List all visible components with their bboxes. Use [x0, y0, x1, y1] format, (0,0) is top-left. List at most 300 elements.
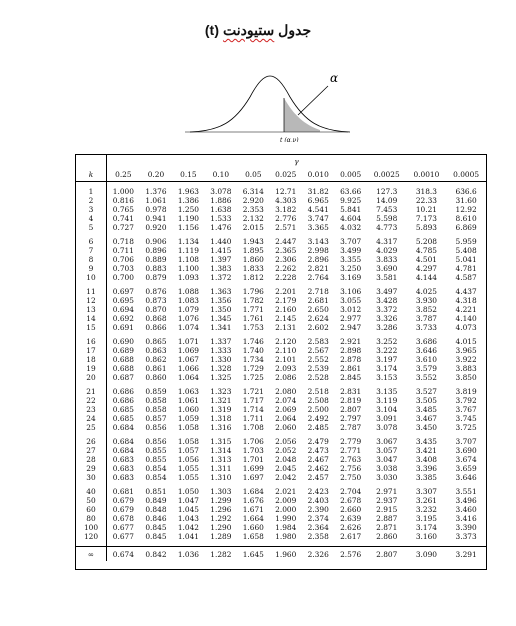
- table-cell: 1.734: [242, 355, 264, 364]
- table-row: [76, 196, 486, 205]
- table-cell: 2.861: [340, 364, 362, 373]
- table-cell: 3.965: [455, 346, 477, 355]
- table-cell: 1.055: [177, 464, 199, 473]
- k-header: k: [76, 167, 107, 182]
- table-cell: 0.870: [145, 305, 167, 314]
- table-cell: 2.787: [340, 423, 362, 432]
- table-cell: 2.467: [307, 455, 329, 464]
- table-cell: 2.056: [275, 437, 297, 446]
- table-cell: 1.296: [210, 505, 232, 514]
- table-cell: 0.868: [145, 314, 167, 323]
- t-distribution-figure: [180, 52, 350, 142]
- table-cell: 2.132: [242, 214, 264, 223]
- table-cell: 1.328: [210, 364, 232, 373]
- row-degrees-of-freedom: 6: [76, 237, 107, 246]
- table-cell: 2.821: [307, 264, 329, 273]
- table-cell: 1.042: [177, 523, 199, 532]
- table-cell: 0.688: [112, 364, 134, 373]
- table-cell: 2.678: [340, 496, 362, 505]
- table-cell: 3.174: [415, 523, 437, 532]
- table-cell: 2.390: [307, 505, 329, 514]
- table-cell: 0.683: [112, 464, 134, 473]
- table-cell: 1.058: [177, 437, 199, 446]
- table-cell: 3.232: [415, 505, 437, 514]
- table-cell: 3.153: [376, 373, 398, 382]
- table-cell: 1.119: [177, 246, 199, 255]
- table-cell: 1.108: [177, 255, 199, 264]
- row-degrees-of-freedom: 4: [76, 214, 107, 223]
- table-cell: 2.160: [275, 305, 297, 314]
- table-cell: 4.604: [340, 214, 362, 223]
- table-cell: 3.222: [376, 346, 398, 355]
- table-cell: 1.250: [177, 205, 199, 214]
- table-cell: 4.541: [307, 205, 329, 214]
- table-cell: 0.694: [112, 305, 134, 314]
- table-cell: 2.624: [307, 314, 329, 323]
- table-cell: 2.871: [376, 523, 398, 532]
- table-cell: 3.496: [455, 496, 477, 505]
- table-cell: 0.685: [112, 414, 134, 423]
- table-cell: 1.796: [242, 287, 264, 296]
- table-cell: 2.000: [275, 505, 297, 514]
- table-cell: 3.261: [415, 496, 437, 505]
- table-cell: 31.60: [455, 196, 477, 205]
- table-cell: 0.883: [145, 264, 167, 273]
- table-cell: 3.326: [376, 314, 398, 323]
- table-cell: 1.717: [242, 396, 264, 405]
- table-cell: 1.350: [210, 305, 232, 314]
- row-degrees-of-freedom: 60: [76, 505, 107, 514]
- table-row: [76, 496, 486, 505]
- table-cell: 2.971: [376, 487, 398, 496]
- table-cell: 1.074: [177, 323, 199, 332]
- table-cell: 1.314: [210, 446, 232, 455]
- table-cell: 3.067: [376, 437, 398, 446]
- row-degrees-of-freedom: 29: [76, 464, 107, 473]
- table-cell: 1.058: [177, 423, 199, 432]
- table-cell: 2.069: [275, 405, 297, 414]
- table-cell: 0.711: [112, 246, 134, 255]
- table-cell: 0.846: [145, 514, 167, 523]
- table-cell: 1.386: [177, 196, 199, 205]
- row-degrees-of-freedom: 20: [76, 373, 107, 382]
- table-cell: 2.756: [340, 464, 362, 473]
- table-cell: 2.042: [275, 473, 297, 482]
- table-cell: 0.765: [112, 205, 134, 214]
- table-cell: 1.063: [177, 387, 199, 396]
- table-cell: 2.797: [340, 414, 362, 423]
- table-cell: 1.860: [242, 255, 264, 264]
- table-cell: 2.898: [340, 346, 362, 355]
- table-cell: 1.746: [242, 337, 264, 346]
- table-cell: 1.323: [210, 387, 232, 396]
- row-degrees-of-freedom: 1: [76, 187, 107, 196]
- table-row: [76, 405, 486, 414]
- table-cell: 4.140: [455, 314, 477, 323]
- table-cell: 1.083: [177, 296, 199, 305]
- table-cell: 1.960: [270, 547, 302, 562]
- table-row: [76, 296, 486, 305]
- table-cell: 0.685: [112, 405, 134, 414]
- table-cell: 2.518: [307, 387, 329, 396]
- table-cell: 2.365: [275, 246, 297, 255]
- table-cell: 3.030: [376, 473, 398, 482]
- table-cell: 2.060: [275, 423, 297, 432]
- table-cell: 3.252: [376, 337, 398, 346]
- table-cell: 2.364: [307, 523, 329, 532]
- table-cell: 3.610: [415, 355, 437, 364]
- table-cell: 0.861: [145, 364, 167, 373]
- table-cell: 2.145: [275, 314, 297, 323]
- table-cell: 4.781: [455, 264, 477, 273]
- table-cell: 1.289: [210, 532, 232, 541]
- table-row: [76, 355, 486, 364]
- table-row: [76, 314, 486, 323]
- table-cell: 1.315: [210, 437, 232, 446]
- column-header: 0.20: [140, 167, 172, 182]
- table-cell: 1.711: [242, 414, 264, 423]
- alpha-label: α: [330, 71, 339, 85]
- table-cell: 1.721: [242, 387, 264, 396]
- table-cell: 1.671: [242, 505, 264, 514]
- table-cell: 1.067: [177, 355, 199, 364]
- table-row: [76, 464, 486, 473]
- table-cell: 0.695: [112, 296, 134, 305]
- table-cell: 3.499: [340, 246, 362, 255]
- table-cell: 1.100: [177, 264, 199, 273]
- table-cell: 2.120: [275, 337, 297, 346]
- table-cell: 0.856: [145, 437, 167, 446]
- table-cell: 3.090: [407, 547, 447, 562]
- table-cell: 0.689: [112, 346, 134, 355]
- row-degrees-of-freedom: 18: [76, 355, 107, 364]
- table-cell: 2.977: [340, 314, 362, 323]
- table-cell: 2.093: [275, 364, 297, 373]
- table-cell: 1.533: [210, 214, 232, 223]
- row-degrees-of-freedom: 5: [76, 223, 107, 232]
- table-cell: 2.878: [340, 355, 362, 364]
- row-degrees-of-freedom: 14: [76, 314, 107, 323]
- table-cell: 2.262: [275, 264, 297, 273]
- gamma-corner: [76, 155, 107, 167]
- table-row: [76, 487, 486, 496]
- table-cell: 1.330: [210, 355, 232, 364]
- table-cell: 2.052: [275, 446, 297, 455]
- table-cell: 2.539: [307, 364, 329, 373]
- table-cell: 0.692: [112, 314, 134, 323]
- table-row: [76, 396, 486, 405]
- table-cell: 2.201: [275, 287, 297, 296]
- table-cell: 5.598: [376, 214, 398, 223]
- table-row: [76, 532, 486, 541]
- table-cell: 1.064: [177, 373, 199, 382]
- table-cell: 9.925: [340, 196, 362, 205]
- table-cell: 1.337: [210, 337, 232, 346]
- table-cell: 1.415: [210, 246, 232, 255]
- table-cell: 2.602: [307, 323, 329, 332]
- table-cell: 3.579: [415, 364, 437, 373]
- table-cell: 1.055: [177, 473, 199, 482]
- table-cell: 2.639: [340, 514, 362, 523]
- table-cell: 1.000: [112, 187, 134, 196]
- row-degrees-of-freedom: 22: [76, 396, 107, 405]
- table-cell: 1.333: [210, 346, 232, 355]
- table-row: [76, 187, 486, 196]
- table-cell: 2.101: [275, 355, 297, 364]
- table-cell: 2.086: [275, 373, 297, 382]
- table-cell: 3.195: [415, 514, 437, 523]
- table-cell: 4.303: [275, 196, 297, 205]
- table-cell: 0.690: [112, 337, 134, 346]
- table-row: [76, 547, 486, 562]
- table-cell: 3.792: [455, 396, 477, 405]
- table-cell: 3.057: [376, 446, 398, 455]
- table-cell: 1.645: [237, 547, 269, 562]
- table-row: [76, 223, 486, 232]
- table-cell: 0.718: [112, 237, 134, 246]
- table-cell: 0.978: [145, 205, 167, 214]
- table-cell: 6.965: [307, 196, 329, 205]
- table-cell: 1.676: [242, 496, 264, 505]
- table-cell: 1.345: [210, 314, 232, 323]
- table-cell: 4.437: [455, 287, 477, 296]
- table-cell: 2.462: [307, 464, 329, 473]
- table-cell: 1.292: [210, 514, 232, 523]
- shaded-tail-area: [284, 98, 320, 132]
- table-cell: 4.025: [415, 287, 437, 296]
- table-cell: 0.866: [145, 323, 167, 332]
- table-cell: 4.785: [415, 246, 437, 255]
- table-cell: 2.567: [307, 346, 329, 355]
- row-degrees-of-freedom: 15: [76, 323, 107, 332]
- table-cell: 1.833: [242, 264, 264, 273]
- table-cell: 3.012: [340, 305, 362, 314]
- table-cell: 2.921: [340, 337, 362, 346]
- t-distribution-table: [75, 154, 487, 570]
- table-row: [76, 273, 486, 282]
- table-cell: 2.819: [340, 396, 362, 405]
- table-cell: 2.015: [242, 223, 264, 232]
- row-degrees-of-freedom: 21: [76, 387, 107, 396]
- table-cell: 1.303: [210, 487, 232, 496]
- table-cell: 4.144: [415, 273, 437, 282]
- table-cell: 3.922: [455, 355, 477, 364]
- table-cell: 2.485: [307, 423, 329, 432]
- table-cell: 2.764: [307, 273, 329, 282]
- table-cell: 2.457: [307, 473, 329, 482]
- table-cell: 1.061: [177, 396, 199, 405]
- table-row: [76, 437, 486, 446]
- table-cell: 3.143: [307, 237, 329, 246]
- table-row: [76, 346, 486, 355]
- table-cell: 3.291: [446, 547, 486, 562]
- table-cell: 0.678: [112, 514, 134, 523]
- row-degrees-of-freedom: 24: [76, 414, 107, 423]
- table-cell: 4.073: [455, 323, 477, 332]
- table-cell: 2.179: [275, 296, 297, 305]
- row-degrees-of-freedom: 17: [76, 346, 107, 355]
- table-cell: 0.855: [145, 455, 167, 464]
- table-cell: 7.453: [376, 205, 398, 214]
- table-cell: 2.358: [307, 532, 329, 541]
- table-cell: 3.745: [455, 414, 477, 423]
- table-cell: 1.299: [210, 496, 232, 505]
- table-cell: 0.677: [112, 523, 134, 532]
- table-row: [76, 305, 486, 314]
- table-cell: 0.849: [145, 496, 167, 505]
- table-cell: 2.492: [307, 414, 329, 423]
- table-cell: 1.041: [177, 532, 199, 541]
- table-cell: 3.160: [415, 532, 437, 541]
- table-cell: 5.893: [415, 223, 437, 232]
- table-cell: 0.858: [145, 396, 167, 405]
- table-cell: 2.473: [307, 446, 329, 455]
- table-row: [76, 473, 486, 482]
- table-cell: 3.833: [376, 255, 398, 264]
- table-cell: 0.896: [145, 246, 167, 255]
- table-cell: 4.032: [340, 223, 362, 232]
- table-cell: 3.169: [340, 273, 362, 282]
- table-cell: 3.707: [455, 437, 477, 446]
- table-cell: 5.959: [455, 237, 477, 246]
- column-header: 0.010: [302, 167, 334, 182]
- table-cell: 1.047: [177, 496, 199, 505]
- table-cell: 2.896: [307, 255, 329, 264]
- table-cell: 0.700: [112, 273, 134, 282]
- table-cell: 1.729: [242, 364, 264, 373]
- table-cell: 636.6: [455, 187, 477, 196]
- table-cell: 1.069: [177, 346, 199, 355]
- table-cell: 1.684: [242, 487, 264, 496]
- table-cell: 4.773: [376, 223, 398, 232]
- table-cell: 0.683: [112, 473, 134, 482]
- table-cell: 2.779: [340, 437, 362, 446]
- table-cell: 2.915: [376, 505, 398, 514]
- table-cell: 2.080: [275, 387, 297, 396]
- table-cell: 0.845: [145, 523, 167, 532]
- table-cell: 1.071: [177, 337, 199, 346]
- row-degrees-of-freedom: 40: [76, 487, 107, 496]
- table-cell: 0.851: [145, 487, 167, 496]
- row-degrees-of-freedom: 3: [76, 205, 107, 214]
- table-cell: 4.317: [376, 237, 398, 246]
- table-cell: 1.282: [205, 547, 237, 562]
- row-degrees-of-freedom: 50: [76, 496, 107, 505]
- table-cell: 3.850: [455, 373, 477, 382]
- table-cell: 1.984: [275, 523, 297, 532]
- table-cell: 2.807: [367, 547, 407, 562]
- table-cell: 0.855: [145, 446, 167, 455]
- row-degrees-of-freedom: 2: [76, 196, 107, 205]
- table-cell: 1.761: [242, 314, 264, 323]
- table-cell: 12.71: [275, 187, 297, 196]
- table-cell: 0.679: [112, 505, 134, 514]
- table-cell: 0.684: [112, 437, 134, 446]
- table-cell: 2.681: [307, 296, 329, 305]
- table-cell: 10.21: [415, 205, 437, 214]
- table-cell: 5.208: [415, 237, 437, 246]
- t-critical-label: t (α,ν): [280, 137, 299, 142]
- table-cell: 2.306: [275, 255, 297, 264]
- table-cell: 1.740: [242, 346, 264, 355]
- row-degrees-of-freedom: 11: [76, 287, 107, 296]
- table-cell: 1.059: [177, 414, 199, 423]
- table-cell: 3.428: [376, 296, 398, 305]
- alpha-pointer: [298, 86, 328, 115]
- table-cell: 3.467: [415, 414, 437, 423]
- table-cell: 3.408: [415, 455, 437, 464]
- table-cell: 1.061: [145, 196, 167, 205]
- row-degrees-of-freedom: 30: [76, 473, 107, 482]
- table-cell: 3.767: [455, 405, 477, 414]
- table-cell: 2.576: [334, 547, 366, 562]
- table-cell: 1.376: [145, 187, 167, 196]
- row-degrees-of-freedom: 10: [76, 273, 107, 282]
- table-row: [76, 423, 486, 432]
- page-title: [0, 22, 516, 39]
- table-row: [76, 455, 486, 464]
- table-cell: 3.450: [415, 423, 437, 432]
- table-cell: 3.091: [376, 414, 398, 423]
- table-cell: 1.701: [242, 455, 264, 464]
- title-prefix: جدول: [274, 22, 312, 38]
- table-cell: 1.056: [177, 455, 199, 464]
- table-cell: 7.173: [415, 214, 437, 223]
- table-cell: 3.396: [415, 464, 437, 473]
- table-cell: 0.879: [145, 273, 167, 282]
- table-cell: 1.050: [177, 487, 199, 496]
- row-degrees-of-freedom: 12: [76, 296, 107, 305]
- table-cell: 0.873: [145, 296, 167, 305]
- table-cell: 2.763: [340, 455, 362, 464]
- table-cell: 3.686: [415, 337, 437, 346]
- table-cell: 2.423: [307, 487, 329, 496]
- table-cell: 0.857: [145, 414, 167, 423]
- table-cell: 1.321: [210, 396, 232, 405]
- table-cell: 3.930: [415, 296, 437, 305]
- table-row: [76, 246, 486, 255]
- table-cell: 3.365: [307, 223, 329, 232]
- table-cell: 3.038: [376, 464, 398, 473]
- table-cell: 1.658: [242, 532, 264, 541]
- table-cell: 1.310: [210, 473, 232, 482]
- table-cell: 1.363: [210, 287, 232, 296]
- table-cell: 1.066: [177, 364, 199, 373]
- table-cell: 2.807: [340, 405, 362, 414]
- table-cell: 3.355: [340, 255, 362, 264]
- table-cell: 22.33: [415, 196, 437, 205]
- row-degrees-of-freedom: 27: [76, 446, 107, 455]
- table-cell: 1.725: [242, 373, 264, 382]
- table-cell: 2.704: [340, 487, 362, 496]
- table-cell: 1.943: [242, 237, 264, 246]
- table-cell: 1.812: [242, 273, 264, 282]
- table-cell: 2.045: [275, 464, 297, 473]
- table-cell: 1.319: [210, 405, 232, 414]
- table-cell: 4.587: [455, 273, 477, 282]
- table-row: [76, 514, 486, 523]
- table-cell: 2.009: [275, 496, 297, 505]
- table-cell: 3.372: [376, 305, 398, 314]
- table-row: [76, 373, 486, 382]
- table-cell: 3.286: [376, 323, 398, 332]
- table-cell: 3.250: [340, 264, 362, 273]
- row-degrees-of-freedom: 26: [76, 437, 107, 446]
- table-cell: 3.106: [340, 287, 362, 296]
- table-cell: 1.782: [242, 296, 264, 305]
- table-cell: 2.750: [340, 473, 362, 482]
- table-cell: 3.104: [376, 405, 398, 414]
